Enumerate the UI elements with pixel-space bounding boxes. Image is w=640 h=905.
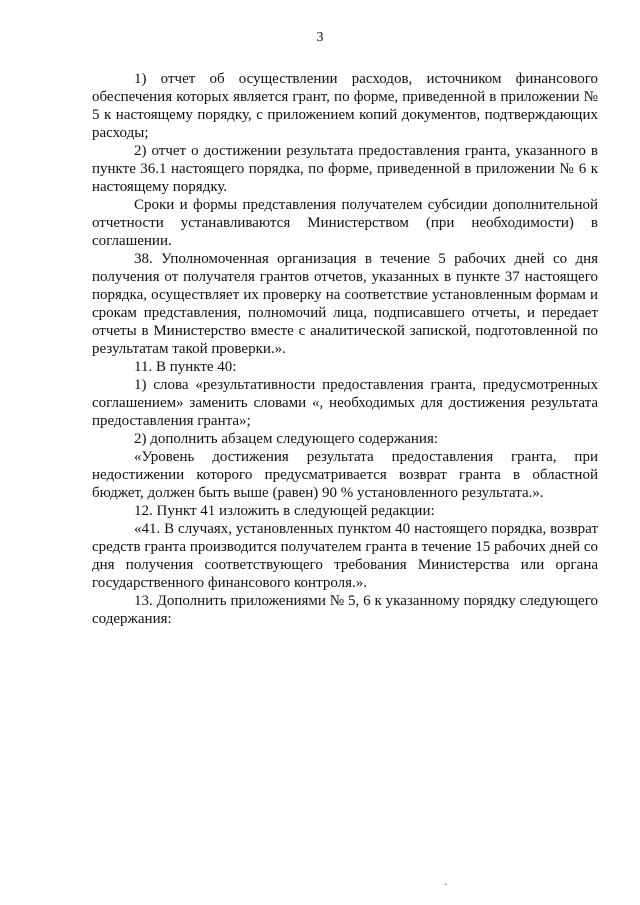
page-number: 3 (316, 30, 324, 45)
paragraph-reporting-terms: Сроки и формы представления получателем субсидии дополнительной отчетности устанавливаются Министерством (при необходимости) в соглашении. (92, 197, 598, 249)
paragraph-report-result: 2) отчет о достижении результата предоставления гранта, указанного в пункте 36.1 настоящего порядка, по форме, приведенной в приложении № 6 к настоящему порядку. (92, 143, 598, 195)
paragraph-item-11-1: 1) слова «результативности предоставления гранта, предусмотренных соглашением» заменить словами «, необходимых для достижения результата предоставления гранта»; (92, 377, 598, 429)
paragraph-report-expenses: 1) отчет об осуществлении расходов, источником финансового обеспечения которых является грант, по форме, приведенной в приложении № 5 к настоящему порядку, с приложением копий документов, подтверждающих расходы; (92, 71, 598, 141)
paragraph-item-38: 38. Уполномоченная организация в течение 5 рабочих дней со дня получения от получателя грантов отчетов, указанных в пункте 37 настоящего порядка, осуществляет их проверку на соответствие установленным формам и срокам представления, полномочий лица, подписавшего отчеты, и передает отчеты в Министерство вместе с аналитической запиской, подготовленной по результатам такой проверки.». (92, 251, 598, 357)
paragraph-item-12: 12. Пункт 41 изложить в следующей редакции: (134, 503, 435, 519)
paragraph-achievement-level: «Уровень достижения результата предоставления гранта, при недостижении которого предусматривается возврат гранта в областной бюджет, должен быть выше (равен) 90 % установленного результата.». (92, 449, 598, 501)
paragraph-item-11-2: 2) дополнить абзацем следующего содержания: (134, 431, 439, 447)
paragraph-item-13: 13. Дополнить приложениями № 5, 6 к указанному порядку следующего содержания: (92, 593, 598, 627)
footer-mark: · (444, 880, 448, 891)
paragraph-item-11: 11. В пункте 40: (134, 359, 237, 375)
paragraph-item-41: «41. В случаях, установленных пунктом 40 настоящего порядка, возврат средств гранта производится получателем гранта в течение 15 рабочих дней со дня получения соответствующего требования Министерства или органа государственного финансового контроля.». (92, 521, 598, 591)
document-body (92, 70, 598, 628)
